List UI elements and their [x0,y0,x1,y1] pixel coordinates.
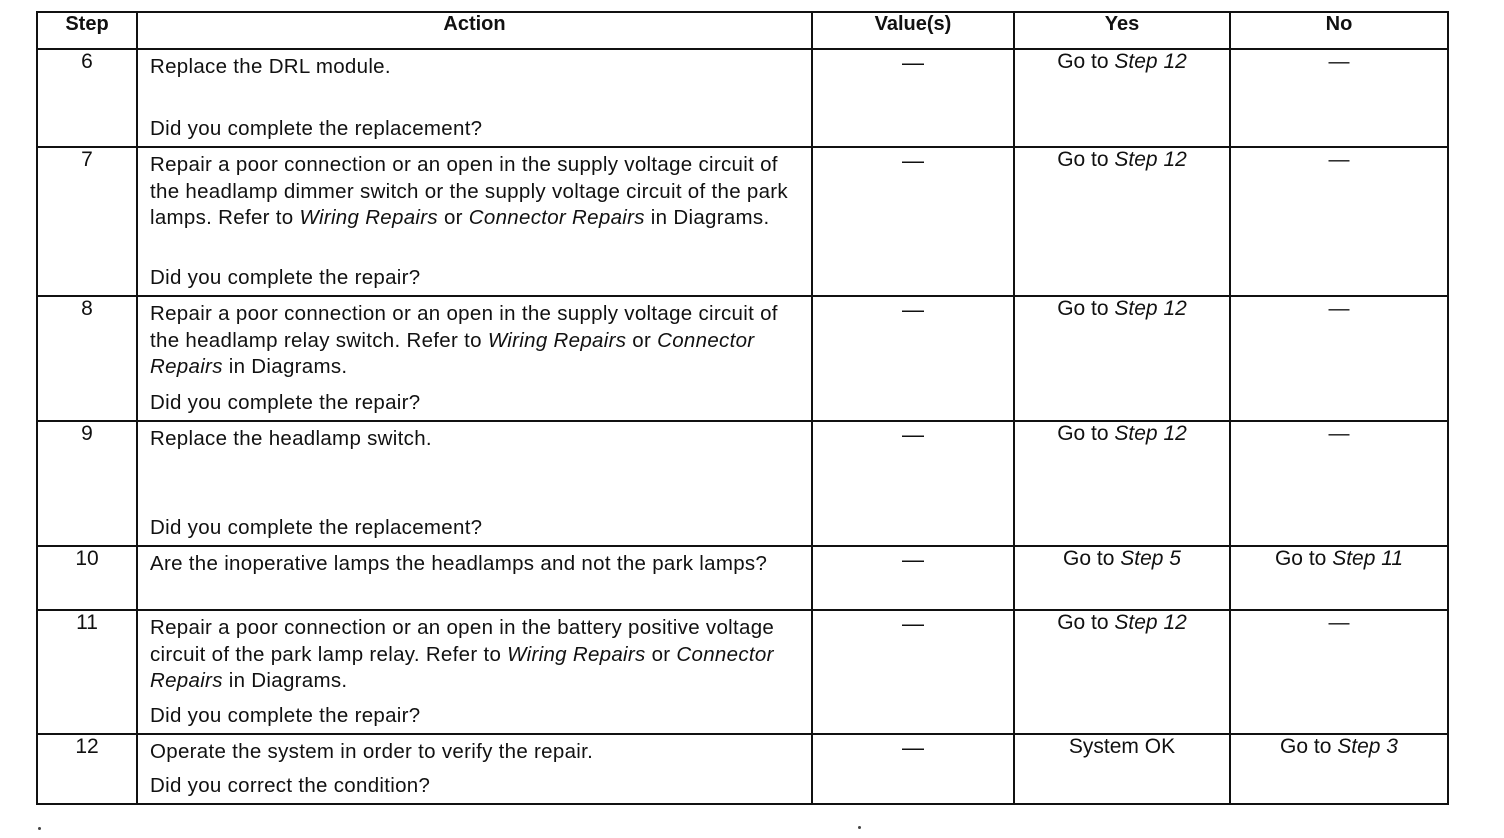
wiring-repairs-ref: Wiring Repairs [299,206,438,229]
action-cell [137,147,812,296]
action-instruction: Operate the system in order to verify the repair. [150,740,594,763]
action-instruction: Repair a poor connection or an open in the battery positive voltage circuit of the park lamp relay. Refer to Wiring Repairs or Connector Repairs in Diagrams. [150,616,775,692]
no-dash: — [1328,297,1350,320]
yes-cell: Go to Step 12 [1014,147,1230,296]
table-row [37,49,1448,147]
table-row [37,421,1448,546]
yes-step-ref: Step 12 [1114,611,1187,634]
step-number: 9 [37,421,137,546]
action-question: Did you correct the condition? [150,773,431,797]
action-question: Did you complete the replacement? [150,515,483,539]
table-row [37,296,1448,421]
step-number: 10 [37,546,137,610]
yes-step-ref: Step 12 [1114,148,1187,171]
yes-cell: Go to Step 12 [1014,296,1230,421]
value-cell [812,734,1014,804]
yes-result: System OK [1068,735,1176,758]
no-dash: — [1328,611,1350,634]
action-question: Did you complete the repair? [150,390,421,414]
value-dash: — [902,50,924,75]
no-cell [1230,421,1448,546]
action-cell [137,421,812,546]
yes-step-ref: Step 5 [1120,547,1181,570]
table-row [37,734,1448,804]
value-dash: — [902,297,924,322]
wiring-repairs-ref: Wiring Repairs [487,328,627,352]
step-number: 12 [37,734,137,804]
action-cell [137,296,812,421]
value-cell [812,421,1014,546]
connector-repairs-ref: Connector Repairs [150,642,774,692]
yes-cell [1014,734,1230,804]
action-cell [137,546,812,610]
step-number: 11 [37,610,137,734]
header-row [37,12,1448,49]
value-cell [812,546,1014,610]
header-step: Step [37,12,137,49]
yes-cell: Go to Step 12 [1014,421,1230,546]
action-cell [137,49,812,147]
value-dash: — [902,148,924,173]
value-dash: — [902,735,924,760]
action-question: Did you complete the replacement? [150,116,483,140]
no-step-ref: Step 3 [1337,735,1398,758]
no-dash: — [1328,148,1350,171]
yes-step-ref: Step 12 [1114,422,1187,445]
no-cell: Go to Step 3 [1230,734,1448,804]
value-cell [812,49,1014,147]
value-cell [812,296,1014,421]
connector-repairs-ref: Connector Repairs [468,206,645,229]
action-question: Are the inoperative lamps the headlamps and not the park lamps? [150,552,768,575]
action-instruction: Replace the headlamp switch. [150,427,432,450]
no-dash: — [1328,50,1350,73]
no-cell [1230,49,1448,147]
action-question: Did you complete the repair? [150,703,421,727]
yes-step-ref: Step 12 [1114,50,1187,73]
yes-cell: Go to Step 12 [1014,49,1230,147]
action-cell [137,610,812,734]
value-dash: — [902,422,924,447]
header-yes: Yes [1014,12,1230,49]
action-question: Did you complete the repair? [150,265,421,289]
wiring-repairs-ref: Wiring Repairs [507,642,646,666]
no-cell [1230,296,1448,421]
no-cell [1230,147,1448,296]
diagnostic-table [36,11,1449,805]
header-values: Value(s) [812,12,1014,49]
step-number: 7 [37,147,137,296]
value-dash: — [902,611,924,636]
no-step-ref: Step 11 [1332,547,1404,570]
connector-repairs-ref: Connector Repairs [150,328,755,378]
table-row [37,610,1448,734]
yes-cell: Go to Step 5 [1014,546,1230,610]
action-instruction: Repair a poor connection or an open in the supply voltage circuit of the headlamp relay switch. Refer to Wiring Repairs or Connector Repairs in Diagrams. [150,302,778,378]
scan-speck [38,827,41,830]
step-number: 6 [37,49,137,147]
action-cell [137,734,812,804]
no-dash: — [1328,422,1350,445]
header-no: No [1230,12,1448,49]
action-instruction: Repair a poor connection or an open in the supply voltage circuit of the headlamp dimmer switch or the supply voltage circuit of the park lamps. Refer to Wiring Repairs or Connector Repairs in Diagrams. [150,153,788,229]
scan-speck [858,826,861,829]
value-cell [812,610,1014,734]
no-cell: Go to Step 11 [1230,546,1448,610]
table-row [37,546,1448,610]
action-instruction: Replace the DRL module. [150,55,391,78]
step-number: 8 [37,296,137,421]
no-cell [1230,610,1448,734]
value-cell [812,147,1014,296]
table-row [37,147,1448,296]
header-action: Action [137,12,812,49]
yes-cell: Go to Step 12 [1014,610,1230,734]
yes-step-ref: Step 12 [1114,297,1187,320]
value-dash: — [902,547,924,572]
